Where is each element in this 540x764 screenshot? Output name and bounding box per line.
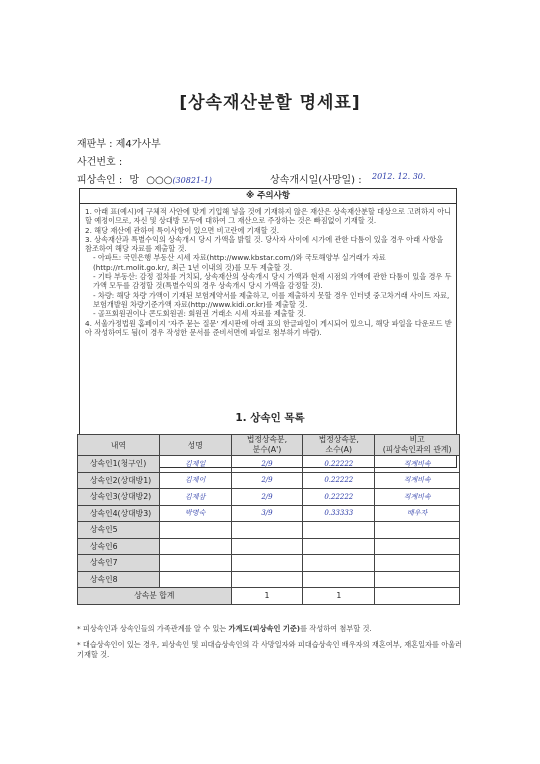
decedent-prefix: 망: [129, 175, 140, 186]
heir-decimal: [303, 522, 375, 539]
start-date-value: 2012. 12. 30.: [372, 172, 426, 181]
table-row: [78, 538, 460, 555]
heir-note: 직계비속: [375, 456, 460, 473]
heir-note: [375, 555, 460, 572]
heir-name: 박명숙: [159, 505, 231, 522]
total-decimal: 1: [303, 588, 375, 605]
heir-fraction: 3/9: [231, 505, 303, 522]
notice-sub-item: - 골프회원권이나 콘도회원권: 회원권 거래소 시세 자료를 제출할 것.: [93, 309, 307, 319]
table-row: [78, 522, 460, 539]
heir-note: 직계비속: [375, 489, 460, 506]
total-row: [78, 588, 460, 605]
table-row: [78, 456, 460, 473]
heir-name: 김재이: [159, 472, 231, 489]
heir-fraction: 2/9: [231, 472, 303, 489]
row-label: 상속인4(상대방3): [78, 505, 160, 522]
court-label: 재판부 :: [77, 139, 113, 150]
header-cell: 성명: [159, 435, 231, 456]
footnote-1: [77, 624, 467, 634]
total-label: 상속분 합계: [78, 588, 232, 605]
total-note: [375, 588, 460, 605]
heir-decimal: 0.22222: [303, 472, 375, 489]
decedent-line: [77, 171, 477, 186]
heir-fraction: [231, 538, 303, 555]
notice-item: 1. 아래 표(예시)에 구체적 사안에 맞게 기입해 넣을 것에 기재하지 않은 재산은 상속재산분할 대상으로 고려하지 아니할 예정이므로, 자신 및 상대방 모두에 대하여 그 재산으로 주장하는 것은 빠짐없이 기재할 것.: [85, 207, 452, 226]
footnote-2: * 대습상속인이 있는 경우, 피상속인 및 피대습상속인의 각 사망일자와 피대습상속인 배우자의 재혼여부, 재혼일자를 아울러 기재할 것.: [77, 640, 463, 659]
notice-item: 2. 해당 재산에 관하여 특이사항이 있으면 비고란에 기재할 것.: [85, 225, 280, 235]
decedent-name: ○○○: [146, 175, 173, 186]
heir-note: [375, 571, 460, 588]
table-header-row: [78, 435, 460, 456]
row-label: 상속인5: [78, 522, 160, 539]
heir-fraction: [231, 522, 303, 539]
heir-fraction: [231, 571, 303, 588]
case-number-label: 사건번호 :: [77, 157, 123, 168]
heir-name: 김재일: [159, 456, 231, 473]
header-cell: 내역: [78, 435, 160, 456]
header-cell: 비고 (피상속인과의 관계): [375, 435, 460, 456]
row-label: 상속인8: [78, 571, 160, 588]
header-cell: 법정상속분, 소수(A): [303, 435, 375, 456]
row-label: 상속인2(상대방1): [78, 472, 160, 489]
notice-box: [79, 188, 457, 468]
heirs-table: [77, 434, 460, 605]
heir-note: 직계비속: [375, 472, 460, 489]
heir-decimal: [303, 538, 375, 555]
heir-note: [375, 522, 460, 539]
table-row: [78, 571, 460, 588]
heir-note: [375, 538, 460, 555]
heir-fraction: [231, 555, 303, 572]
notice-heading: ※ 주의사항: [80, 189, 456, 204]
total-fraction: 1: [231, 588, 303, 605]
notice-sub-item: - 아파트: 국민은행 부동산 시세 자료(http://www.kbstar.com/)와 국토해양부 실거래가 자료(http://rt.molit.go.kr/, 최근 1년 이내의 것)를 모두 제출할 것.: [93, 253, 386, 272]
notice-sub-item: - 기타 부동산: 감정 절차를 거치되, 상속재산의 상속개시 당시 가액과 현재 시점의 가액에 관한 다툼이 있을 경우 두 가액 모두를 감정할 것(특별수익의 경우 상속개시 당시 가액을 감정할 것).: [93, 272, 452, 291]
heir-decimal: [303, 555, 375, 572]
heir-decimal: 0.22222: [303, 489, 375, 506]
table-row: [78, 489, 460, 506]
heir-fraction: 2/9: [231, 456, 303, 473]
header-cell: 법정상속분, 분수(A'): [231, 435, 303, 456]
footnote-1-text: * 피상속인과 상속인들의 가족관계를 알 수 있는: [77, 624, 229, 633]
heir-decimal: 0.33333: [303, 505, 375, 522]
section-title: 1. 상속인 목록: [235, 412, 305, 424]
heir-name: [159, 522, 231, 539]
heir-note: 배우자: [375, 505, 460, 522]
heir-decimal: 0.22222: [303, 456, 375, 473]
notice-body: [80, 204, 456, 337]
footnote-1-bold: 가계도(피상속인 기준): [228, 624, 301, 633]
footnote-1-text-end: 를 작성하여 첨부할 것.: [300, 624, 372, 633]
row-label: 상속인7: [78, 555, 160, 572]
notice-item: 4. 서울가정법원 홈페이지 '자주 묻는 질문' 게시판에 아래 표의 한글파일이 게시되어 있으니, 해당 파일을 다운로드 받아 작성하여도 됨(이 경우 작성한 문서를 준비서면에 파일로 첨부하기 바람).: [85, 318, 452, 337]
heir-name: [159, 538, 231, 555]
court-line: [77, 135, 161, 150]
row-label: 상속인1(청구인): [78, 456, 160, 473]
heir-name: 김재삼: [159, 489, 231, 506]
table-row: [78, 555, 460, 572]
notice-sub-item: - 차량: 해당 차량 가액이 기재된 보험계약서를 제출하고, 이를 제출하지 못할 경우 인터넷 중고차거래 사이트 자료, 보험개발원 차량기준가액 자료(http://www.kidi.or.kr)를 제출할 것.: [93, 290, 450, 309]
case-number-line: [77, 153, 122, 168]
decedent-id: (30821-1): [172, 176, 212, 185]
heir-name: [159, 555, 231, 572]
heir-decimal: [303, 571, 375, 588]
notice-item: 3. 상속재산과 특별수익의 상속개시 당시 가액을 밝힐 것. 당사자 사이에 시가에 관한 다툼이 있을 경우 아래 사항을 참조하여 해당 자료를 제출할 것.: [85, 234, 444, 254]
heir-fraction: 2/9: [231, 489, 303, 506]
table-row: [78, 505, 460, 522]
row-label: 상속인6: [78, 538, 160, 555]
heir-name: [159, 571, 231, 588]
table-row: [78, 472, 460, 489]
document-title: [상속재산분할 명세표]: [179, 93, 361, 113]
court-value: 제4가사부: [115, 139, 161, 150]
row-label: 상속인3(상대방2): [78, 489, 160, 506]
start-date-label: 상속개시일(사망일) :: [270, 175, 362, 186]
decedent-label: 피상속인 :: [77, 175, 123, 186]
